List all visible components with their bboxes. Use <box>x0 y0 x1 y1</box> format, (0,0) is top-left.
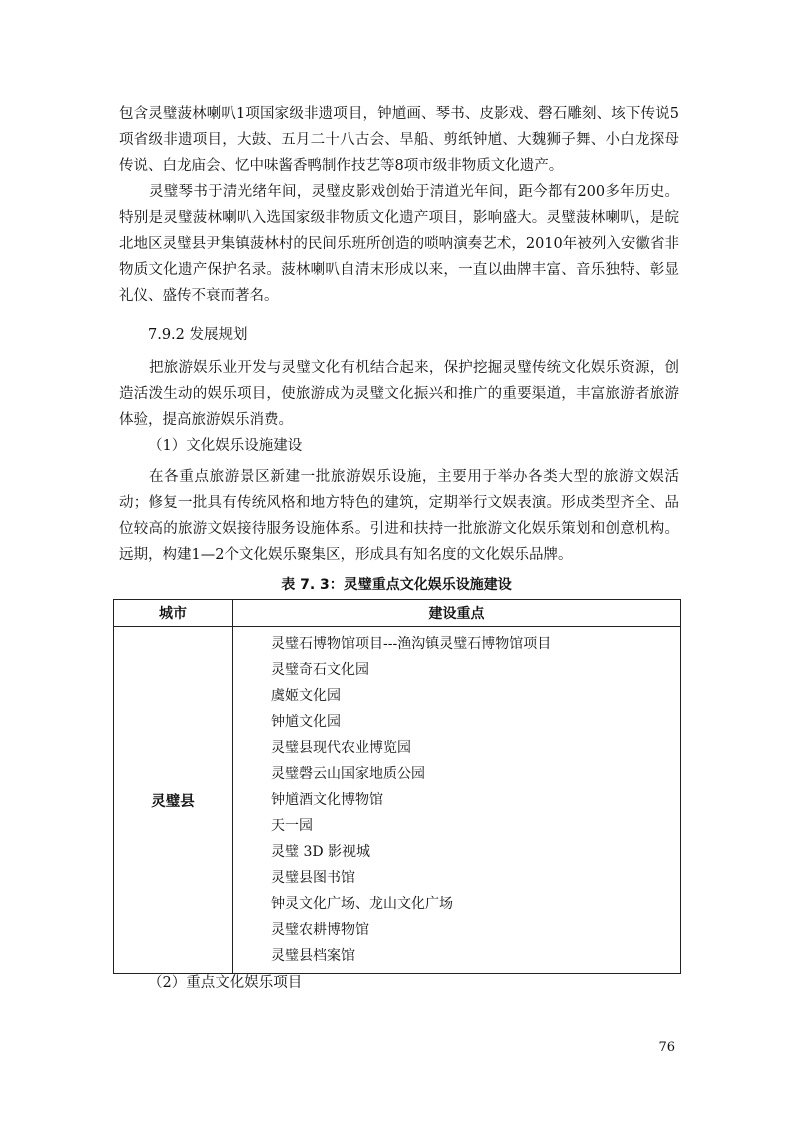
facility-item: 钟馗文化园 <box>271 714 341 730</box>
column-header-focus: 建设重点 <box>233 600 681 627</box>
paragraph-history: 灵璧琴书于清光绪年间，灵璧皮影戏创始于清道光年间，距今都有200多年历史。特别是灵璧菠林喇叭入选国家级非物质文化遗产项目，影响盛大。灵璧菠林喇叭，是皖北地区灵璧县尹集镇菠林村的民间乐班所创造的唢呐演奏艺术，2010年被列入安徽省非物质文化遗产保护名录。菠林喇叭自清末形成以来，一直以曲牌丰富、音乐独特、彰显礼仪、盛传不衰而著名。 <box>119 184 679 304</box>
facility-item: 灵璧县现代农业博览园 <box>271 740 411 756</box>
page-number: 76 <box>658 1040 675 1055</box>
construction-focus-cell <box>233 627 681 974</box>
facility-item: 灵璧磬云山国家地质公园 <box>271 766 425 782</box>
facility-item: 灵璧 3D 影视城 <box>271 844 371 860</box>
subheading-key-projects: （2）重点文化娱乐项目 <box>148 975 303 991</box>
table-row <box>114 627 681 974</box>
section-heading: 7.9.2 发展规划 <box>148 327 248 343</box>
facility-item: 天一园 <box>271 818 313 834</box>
facility-item: 灵璧石博物馆项目---渔沟镇灵璧石博物馆项目 <box>271 636 552 652</box>
subheading-facility-construction: （1）文化娱乐设施建设 <box>148 438 303 454</box>
column-header-city: 城市 <box>114 600 233 627</box>
facility-item: 钟灵文化广场、龙山文化广场 <box>271 896 453 912</box>
table-caption: 表 7. 3：灵璧重点文化娱乐设施建设 <box>281 577 512 593</box>
facility-item: 灵璧县档案馆 <box>271 948 355 964</box>
facility-item: 钟馗酒文化博物馆 <box>271 792 383 808</box>
paragraph-plan-intro: 把旅游娱乐业开发与灵璧文化有机结合起来，保护挖掘灵璧传统文化娱乐资源，创造活泼生动的娱乐项目，使旅游成为灵璧文化振兴和推广的重要渠道，丰富旅游者旅游体验，提高旅游娱乐消费。 <box>119 360 679 428</box>
city-cell: 灵璧县 <box>114 627 233 974</box>
facility-item: 灵璧县图书馆 <box>271 870 355 886</box>
paragraph-intangible-heritage: 包含灵璧菠林喇叭1项国家级非遗项目，钟馗画、琴书、皮影戏、磬石雕刻、垓下传说5项省级非遗项目，大鼓、五月二十八古会、旱船、剪纸钟馗、大魏狮子舞、小白龙探母传说、白龙庙会、忆中味酱香鸭制作技艺等8项市级非物质文化遗产。 <box>119 106 679 174</box>
paragraph-facility-construction: 在各重点旅游景区新建一批旅游娱乐设施，主要用于举办各类大型的旅游文娱活动；修复一批具有传统风格和地方特色的建筑，定期举行文娱表演。形成类型齐全、品位较高的旅游文娱接待服务设施体系。引进和扶持一批旅游文化娱乐策划和创意机构。远期，构建1—2个文化娱乐聚集区，形成具有知名度的文化娱乐品牌。 <box>119 469 679 563</box>
facility-item: 虞姬文化园 <box>271 688 341 704</box>
facility-item: 灵璧奇石文化园 <box>271 662 369 678</box>
facility-item: 灵璧农耕博物馆 <box>271 922 369 938</box>
facilities-table <box>113 599 681 974</box>
table-header-row <box>114 600 681 627</box>
